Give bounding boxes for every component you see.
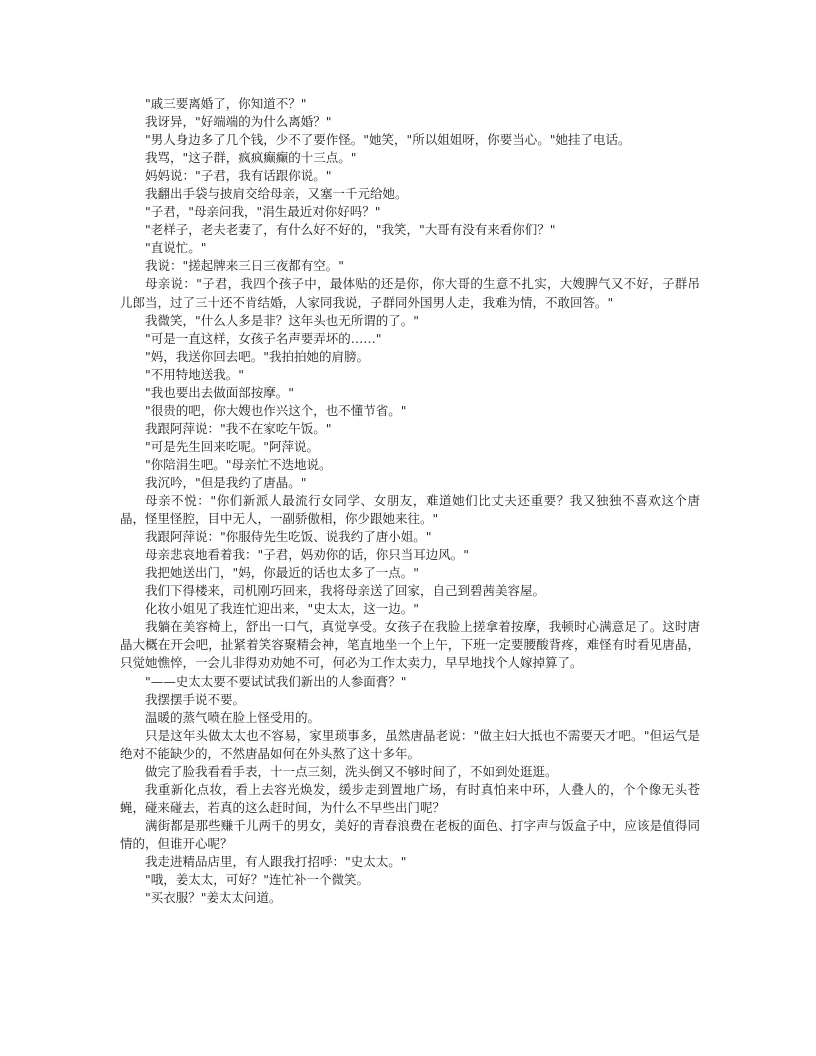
paragraph: 母亲说："子君，我四个孩子中，最体贴的还是你，你大哥的生意不扎实，大嫂脾气又不好，子群吊儿郎当，过了三十还不肯结婚，人家同我说，子群同外国男人走，我难为情，不敢回答。" bbox=[120, 276, 700, 310]
paragraph: 母亲悲哀地看着我："子君，妈劝你的话，你只当耳边风。" bbox=[145, 547, 470, 563]
paragraph: 我骂，"这子群，疯疯癫癫的十三点。" bbox=[145, 150, 357, 166]
paragraph: "我也要出去做面部按摩。" bbox=[145, 384, 294, 400]
paragraph: "老样子，老夫老妻了，有什么好不好的，"我笑，"大哥有没有来看你们？" bbox=[145, 222, 556, 238]
paragraph: 我躺在美容椅上，舒出一口气，真觉享受。女孩子在我脸上搓拿着按摩，我顿时心满意足了。这时唐晶大概在开会吧，扯紧着笑容聚精会神，笔直地坐一个上午，下班一定要腰酸背疼，难怪有时看见唐晶，只觉她憔悴，一会儿非得劝劝她不可，何必为工作太卖力，早早地找个人嫁掉算了。 bbox=[120, 619, 700, 671]
paragraph: 我们下得楼来，司机刚巧回来，我将母亲送了回家，自己到碧茜美容屋。 bbox=[145, 583, 546, 599]
document-body bbox=[120, 95, 700, 907]
paragraph: 温暖的蒸气喷在脸上怪受用的。 bbox=[145, 709, 321, 725]
paragraph: "很贵的吧，你大嫂也作兴这个，也不懂节省。" bbox=[145, 402, 407, 418]
paragraph: 我跟阿萍说："你服侍先生吃饭、说我约了唐小姐。" bbox=[145, 529, 432, 545]
paragraph: 做完了脸我看看手表，十一点三刻，洗头倒又不够时间了，不如到处逛逛。 bbox=[145, 763, 558, 779]
paragraph: 我重新化点妆，看上去容光焕发，缓步走到置地广场，有时真怕来中环，人叠人的，个个像无头苍蝇，碰来碰去，若真的这么赶时间，为什么不早些出门呢？ bbox=[120, 781, 700, 815]
paragraph: 我把她送出门，"妈，你最近的话也太多了一点。" bbox=[145, 565, 419, 581]
paragraph: "可是一直这样，女孩子名声要弄坏的……" bbox=[145, 330, 382, 346]
paragraph: 妈妈说："子君，我有话跟你说。" bbox=[145, 168, 332, 184]
paragraph: "买衣服？"姜太太问道。 bbox=[145, 890, 282, 906]
paragraph: "子君，"母亲问我，"涓生最近对你好吗？" bbox=[145, 204, 381, 220]
paragraph: "直说忙。" bbox=[145, 240, 207, 256]
paragraph: "男人身边多了几个钱，少不了要作怪。"她笑，"所以姐姐呀，你要当心。"她挂了电话。 bbox=[145, 132, 631, 148]
paragraph: 满街都是那些赚千儿两千的男女，美好的青春浪费在老板的面色、打字声与饭盒子中，应该是值得同情的，但谁开心呢？ bbox=[120, 817, 700, 851]
paragraph: "妈，我送你回去吧。"我拍拍她的肩膀。 bbox=[145, 348, 369, 364]
paragraph: "不用特地送我。" bbox=[145, 366, 244, 382]
paragraph: 化妆小姐见了我连忙迎出来，"史太太，这一边。" bbox=[145, 601, 419, 617]
paragraph: 我翻出手袋与披肩交给母亲，又塞一千元给她。 bbox=[145, 186, 408, 202]
paragraph: 我摆摆手说不要。 bbox=[145, 691, 246, 707]
paragraph: "哦，姜太太，可好？"连忙补一个微笑。 bbox=[145, 872, 369, 888]
paragraph: 只是这年头做太太也不容易，家里琐事多，虽然唐晶老说："做主妇大抵也不需要天才吧。"但运气是绝对不能缺少的，不然唐晶如何在外头熬了这十多年。 bbox=[120, 727, 700, 761]
paragraph: "可是先生回来吃呢。"阿萍说。 bbox=[145, 438, 319, 454]
paragraph: 我沉吟，"但是我约了唐晶。" bbox=[145, 474, 307, 490]
paragraph: 我讶异，"好端端的为什么离婚？" bbox=[145, 114, 332, 130]
paragraph: "你陪涓生吧。"母亲忙不迭地说。 bbox=[145, 456, 332, 472]
paragraph: "——史太太要不要试试我们新出的人参面膏？" bbox=[145, 673, 407, 689]
paragraph: 我微笑，"什么人多是非？这年头也无所谓的了。" bbox=[145, 312, 419, 328]
paragraph: 我走进精品店里，有人跟我打招呼："史太太。" bbox=[145, 853, 407, 869]
paragraph: 我说："搓起牌来三日三夜都有空。" bbox=[145, 258, 344, 274]
paragraph: "戚三要离婚了，你知道不？" bbox=[145, 96, 307, 111]
paragraph: 母亲不悦："你们新派人最流行女同学、女朋友，难道她们比丈夫还重要？我又独独不喜欢这个唐晶，怪里怪腔，目中无人，一副骄傲相，你少跟她来往。" bbox=[120, 493, 700, 527]
paragraph: 我跟阿萍说："我不在家吃午饭。" bbox=[145, 420, 332, 436]
